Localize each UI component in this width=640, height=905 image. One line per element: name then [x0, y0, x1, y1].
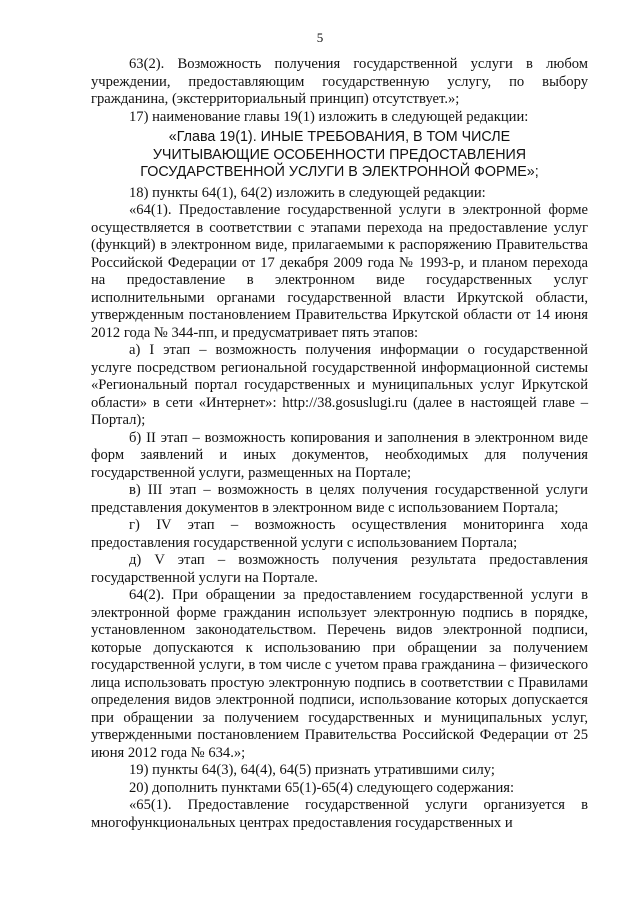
paragraph-item-17: 17) наименование главы 19(1) изложить в следующей редакции:: [129, 108, 529, 125]
heading-line: «Глава 19(1). ИНЫЕ ТРЕБОВАНИЯ, В ТОМ ЧИСЛЕ: [168, 129, 511, 145]
paragraph-item-20: 20) дополнить пунктами 65(1)-65(4) следующего содержания:: [129, 779, 515, 796]
paragraph-65-1: «65(1). Предоставление государственной услуги организуется в многофункциональных центрах предоставления государственных и: [91, 797, 588, 831]
document-body: [91, 56, 588, 832]
paragraph-stage-a: а) I этап – возможность получения информации о государственной услуге посредством региональной государственной информационной системы «Региональный портал государственных и муниципальных услуг Иркутской области» в сети «Интернет»: http://38.gosuslugi.ru (далее в настоящей главе – Портал);: [91, 342, 588, 428]
heading-line: УЧИТЫВАЮЩИЕ ОСОБЕННОСТИ ПРЕДОСТАВЛЕНИЯ: [152, 146, 527, 163]
page-number: 5: [316, 30, 324, 45]
paragraph-item-18: 18) пункты 64(1), 64(2) изложить в следующей редакции:: [129, 184, 486, 201]
paragraph-stage-v: в) III этап – возможность в целях получения государственной услуги представления документов в электронном виде с использованием Портала;: [91, 482, 588, 516]
heading-line: ГОСУДАРСТВЕННОЙ УСЛУГИ В ЭЛЕКТРОННОЙ ФОРМЕ»;: [140, 164, 539, 180]
paragraph-64-1: «64(1). Предоставление государственной услуги в электронной форме осуществляется в соответствии с этапами перехода на предоставление услуг (функций) в электронном виде, прилагаемыми к распоряжению Правительства Российской Федерации от 17 декабря 2009 года № 1993-р, и планом перехода на предоставление в электронном виде государственных услуг исполнительными органами государственной власти Иркутской области, утвержденным постановлением Правительства Иркутской области от 14 июня 2012 года № 344-пп, и предусматривает пять этапов:: [91, 202, 588, 341]
paragraph-item-19: 19) пункты 64(3), 64(4), 64(5) признать утратившими силу;: [129, 762, 495, 778]
chapter-heading: [91, 129, 588, 182]
paragraph-stage-d: д) V этап – возможность получения результата предоставления государственной услуги на Портале.: [91, 552, 588, 586]
paragraph-64-2: 64(2). При обращении за предоставлением государственной услуги в электронной форме гражданин использует электронную подпись в порядке, установленном законодательством. Перечень видов электронной подписи, которые допускаются к использованию при обращении за получением государственной услуги, в том числе с учетом права гражданина – физического лица использовать простую электронную подпись в соответствии с Правилами определения видов электронной подписи, использование которых допускается при обращении за получением государственных и муниципальных услуг, утвержденными постановлением Правительства Российской Федерации от 25 июня 2012 года № 634.»;: [91, 587, 588, 761]
paragraph-stage-b: б) II этап – возможность копирования и заполнения в электронном виде форм заявлений и иных документов, необходимых для получения государственной услуги, размещенных на Портале;: [91, 429, 588, 481]
paragraph-63-2: 63(2). Возможность получения государственной услуги в любом учреждении, предоставляющим государственную услугу, по выбору гражданина, (экстерриториальный принцип) отсутствует.»;: [91, 56, 588, 107]
paragraph-stage-g: г) IV этап – возможность осуществления мониторинга хода предоставления государственной услуги с использованием Портала;: [91, 517, 588, 551]
